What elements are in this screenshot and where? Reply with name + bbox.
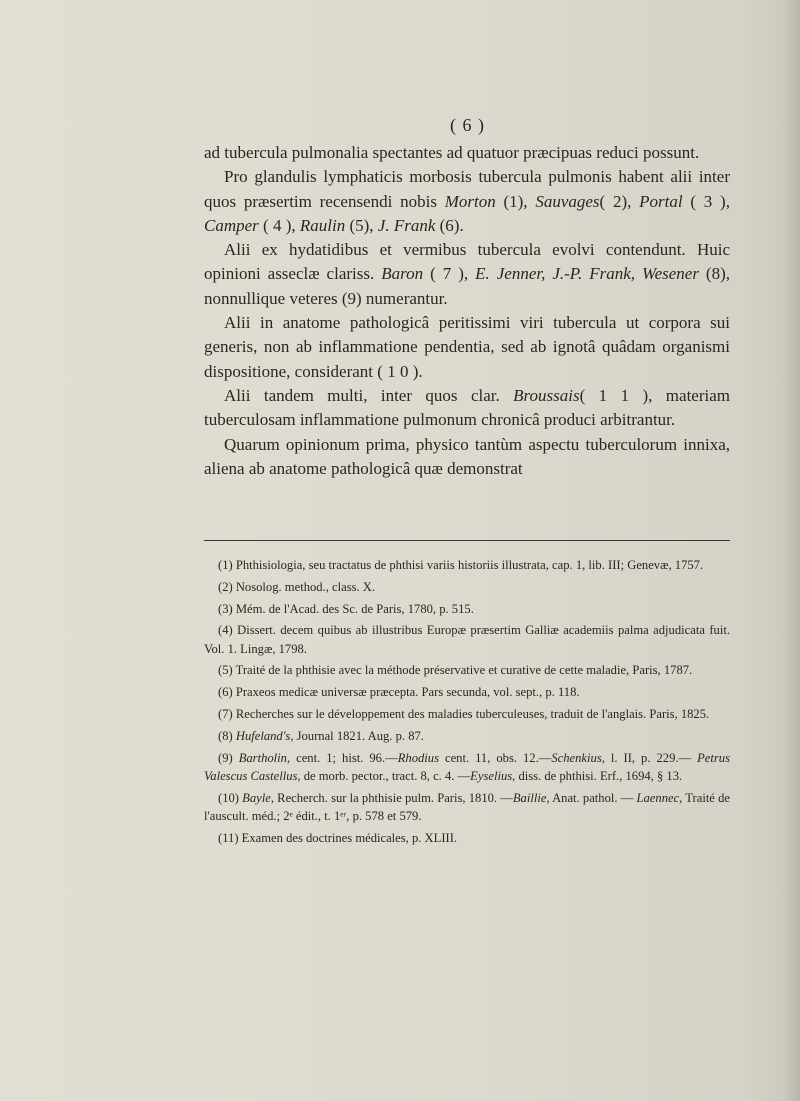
italic-text: Portal <box>639 191 683 211</box>
text-run: Quarum opinionum prima, physico tantùm aspectu tuberculorum innixa, aliena ab anatome pathologicâ quæ demonstrat <box>204 434 730 478</box>
italic-text: Raulin <box>299 215 346 235</box>
text-run: (3) Mém. de l'Acad. des Sc. de Paris, 1780, p. 515. <box>218 601 474 616</box>
footnote <box>204 621 730 657</box>
text-run: ( 7 ), <box>423 264 476 284</box>
text-run: cent. 11, obs. 12.— <box>438 750 552 765</box>
text-run: , cent. 1; hist. 96.— <box>286 750 398 765</box>
text-run: , Anat. pathol. — <box>546 790 637 805</box>
italic-text: Broussais <box>513 385 580 405</box>
italic-text: Eyselius <box>470 768 513 783</box>
footnote <box>204 578 730 596</box>
text-run: Alii ex hydatidibus et vermibus tubercula evolvi contendunt. Huic opinioni asseclæ clariss. <box>204 240 730 284</box>
footnote <box>204 705 730 723</box>
paragraph <box>204 165 730 238</box>
italic-text: Camper <box>204 215 259 235</box>
footnote <box>204 727 730 745</box>
text-run: (10) <box>218 790 243 805</box>
footnote <box>204 789 730 825</box>
italic-text: Bartholin <box>238 750 287 765</box>
text-run: , Journal 1821. Aug. p. 87. <box>290 728 424 743</box>
italic-text: Rhodius <box>397 750 439 765</box>
text-run: , l. II, p. 229.— <box>601 750 698 765</box>
text-run: (5) Traité de la phthisie avec la méthode préservative et curative de cette maladie, Paris, 1787. <box>218 663 693 678</box>
italic-text: Schenkius <box>551 750 602 765</box>
text-run: Pro glandulis lymphaticis morbosis tubercula pulmonis habent alii inter quos præsertim recensendi nobis <box>204 167 730 211</box>
text-run: ( 1 1 ), materiam tuberculosam inflammatione pulmonum chronicâ produci arbitrantur. <box>204 385 730 430</box>
footnote <box>204 829 730 847</box>
italic-text: Morton <box>444 191 496 211</box>
footnote <box>204 556 730 574</box>
paragraph <box>204 238 730 311</box>
italic-text: Petrus Valescus Castellus <box>204 750 730 783</box>
text-run: (8), nonnullique veteres (9) numerantur. <box>204 264 731 308</box>
footnote <box>204 749 730 785</box>
italic-text: Baillie <box>512 790 547 805</box>
italic-text: J. Frank <box>377 215 436 235</box>
italic-text: Hufeland's <box>235 728 291 743</box>
text-run: , de morb. pector., tract. 8, c. 4. — <box>297 768 471 783</box>
text-run: (5), <box>345 215 378 235</box>
paragraph <box>204 141 730 165</box>
text-run: , Recherch. sur la phthisie pulm. Paris, 1810. — <box>270 790 513 805</box>
italic-text: Bayle <box>242 790 271 805</box>
paragraph <box>204 384 730 433</box>
footnote <box>204 661 730 679</box>
italic-text: Sauvages <box>535 191 600 211</box>
footnotes <box>204 556 730 850</box>
footnote <box>204 600 730 618</box>
italic-text: E. Jenner, J.-P. Frank, Wesener <box>475 264 699 284</box>
text-run: , Traité de l'auscult. méd.; 2ᵉ édit., t. 1ᵉʳ, p. 578 et 579. <box>204 790 730 823</box>
text-run: (4) Dissert. decem quibus ab illustribus Europæ præsertim Galliæ academiis palma adjudicata fuit. Vol. 1. Lingæ, 1798. <box>204 623 730 656</box>
text-run: (9) <box>218 750 239 765</box>
text-run: (11) Examen des doctrines médicales, p. XLIII. <box>218 830 458 845</box>
text-run: (7) Recherches sur le développement des maladies tuberculeuses, traduit de l'anglais. Paris, 1825. <box>218 706 710 721</box>
text-run: (2) Nosolog. method., class. X. <box>218 579 376 594</box>
paragraph <box>204 311 730 384</box>
page-number: ( 6 ) <box>450 115 485 135</box>
footnote <box>204 683 730 701</box>
footnote-separator <box>204 540 730 541</box>
text-run: , diss. de phthisi. Erf., 1694, § 13. <box>512 768 683 783</box>
text-run: (6) Praxeos medicæ universæ præcepta. Pars secunda, vol. sept., p. 118. <box>218 685 580 700</box>
text-run: Alii tandem multi, inter quos clar. <box>224 385 514 405</box>
text-run: (6). <box>435 215 464 235</box>
italic-text: Baron <box>381 264 424 284</box>
text-run: ( 4 ), <box>258 215 300 235</box>
paragraph <box>204 433 730 482</box>
italic-text: Laennec <box>636 790 680 805</box>
main-text <box>204 141 730 481</box>
text-run: ad tubercula pulmonalia spectantes ad quatuor præcipuas reduci possunt. <box>204 143 700 162</box>
text-run: (8) <box>218 728 236 743</box>
text-run: ( 3 ), <box>682 191 730 211</box>
text-run: Alii in anatome pathologicâ peritissimi viri tubercula ut corpora sui generis, non ab inflammatione pendentia, sed ab ignotâ quâdam organismi dispositione, considerant ( 1 0 ). <box>204 313 730 381</box>
text-run: ( 2), <box>599 191 640 211</box>
text-run: (1), <box>495 191 536 211</box>
text-run: (1) Phthisiologia, seu tractatus de phthisi variis historiis illustrata, cap. 1, lib. III; Genevæ, 1757. <box>218 558 704 572</box>
